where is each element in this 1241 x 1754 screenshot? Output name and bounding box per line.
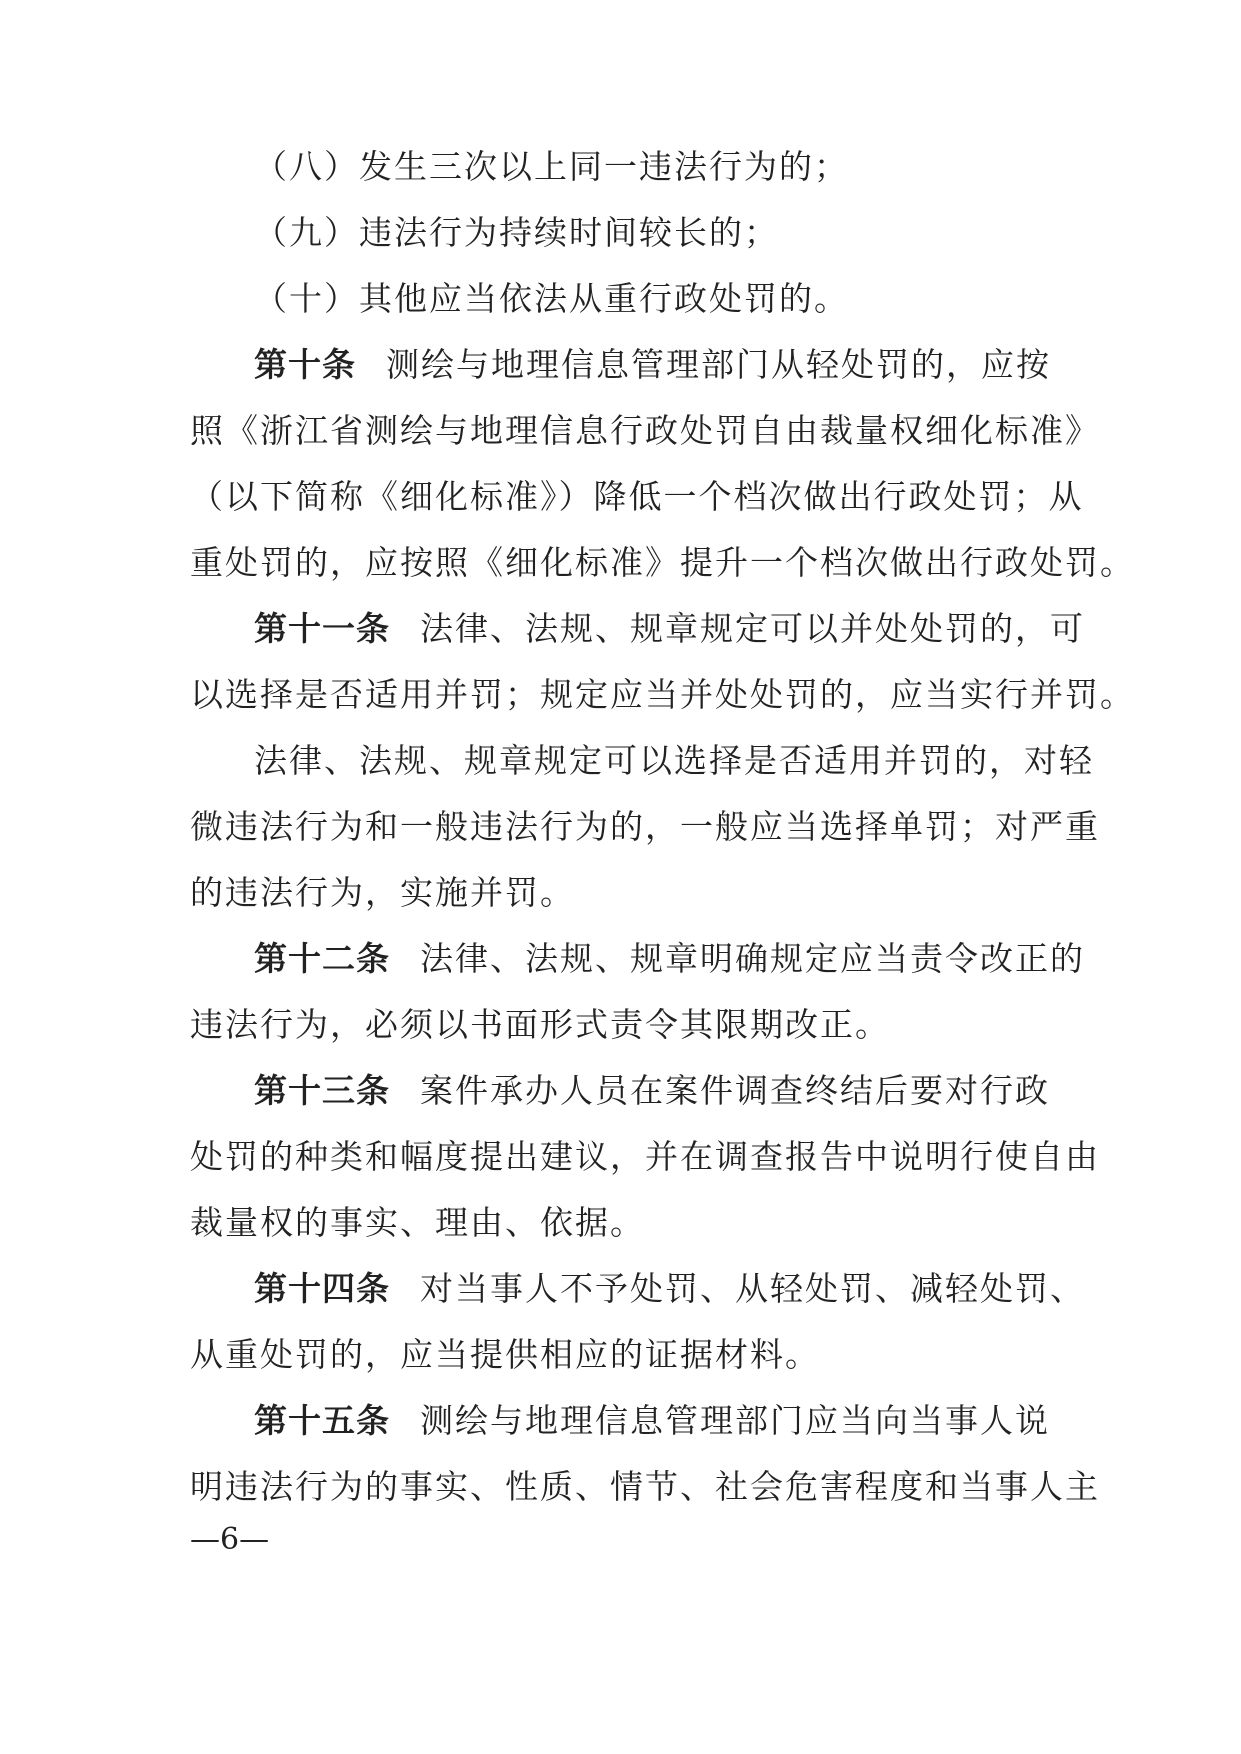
text-line: （以下简称《细化标准》）降低一个档次做出行政处罚；从 [190, 477, 1084, 516]
article-12-heading-line: 第十二条 法律、法规、规章明确规定应当责令改正的 [254, 939, 1085, 978]
article-13-heading-line: 第十三条 案件承办人员在案件调查终结后要对行政 [254, 1071, 1050, 1110]
text-line: 明违法行为的事实、性质、情节、社会危害程度和当事人主 [190, 1467, 1100, 1506]
article-number: 第十四条 [254, 1269, 390, 1308]
article-14-heading-line: 第十四条 对当事人不予处罚、从轻处罚、减轻处罚、 [254, 1269, 1085, 1308]
article-11-heading-line: 第十一条 法律、法规、规章规定可以并处处罚的，可 [254, 609, 1085, 648]
text-line: 微违法行为和一般违法行为的，一般应当选择单罚；对严重 [190, 807, 1100, 846]
text-line: 从重处罚的，应当提供相应的证据材料。 [190, 1335, 820, 1374]
text-line: 裁量权的事实、理由、依据。 [190, 1203, 645, 1242]
article-number: 第十三条 [254, 1071, 390, 1110]
text-line: （八）发生三次以上同一违法行为的； [254, 147, 849, 186]
text-line: 法律、法规、规章规定可以选择是否适用并罚的，对轻 [254, 741, 1094, 780]
text-line: 处罚的种类和幅度提出建议，并在调查报告中说明行使自由 [190, 1137, 1100, 1176]
text-line: 违法行为，必须以书面形式责令其限期改正。 [190, 1005, 890, 1044]
text-line: 照《浙江省测绘与地理信息行政处罚自由裁量权细化标准》 [190, 411, 1100, 450]
article-number: 第十五条 [254, 1401, 390, 1440]
article-number: 第十二条 [254, 939, 390, 978]
article-number: 第十条 [254, 345, 356, 384]
text-line: 以选择是否适用并罚；规定应当并处处罚的，应当实行并罚。 [190, 675, 1135, 714]
text-line: 的违法行为，实施并罚。 [190, 873, 575, 912]
article-15-heading-line: 第十五条 测绘与地理信息管理部门应当向当事人说 [254, 1401, 1050, 1440]
text-line: 重处罚的，应按照《细化标准》提升一个档次做出行政处罚。 [190, 543, 1135, 582]
text-line: （十）其他应当依法从重行政处罚的。 [254, 279, 849, 318]
article-number: 第十一条 [254, 609, 390, 648]
text-line: （九）违法行为持续时间较长的； [254, 213, 779, 252]
page-number: —6— [190, 1522, 270, 1557]
article-10-heading-line: 第十条 测绘与地理信息管理部门从轻处罚的，应按 [254, 345, 1051, 384]
